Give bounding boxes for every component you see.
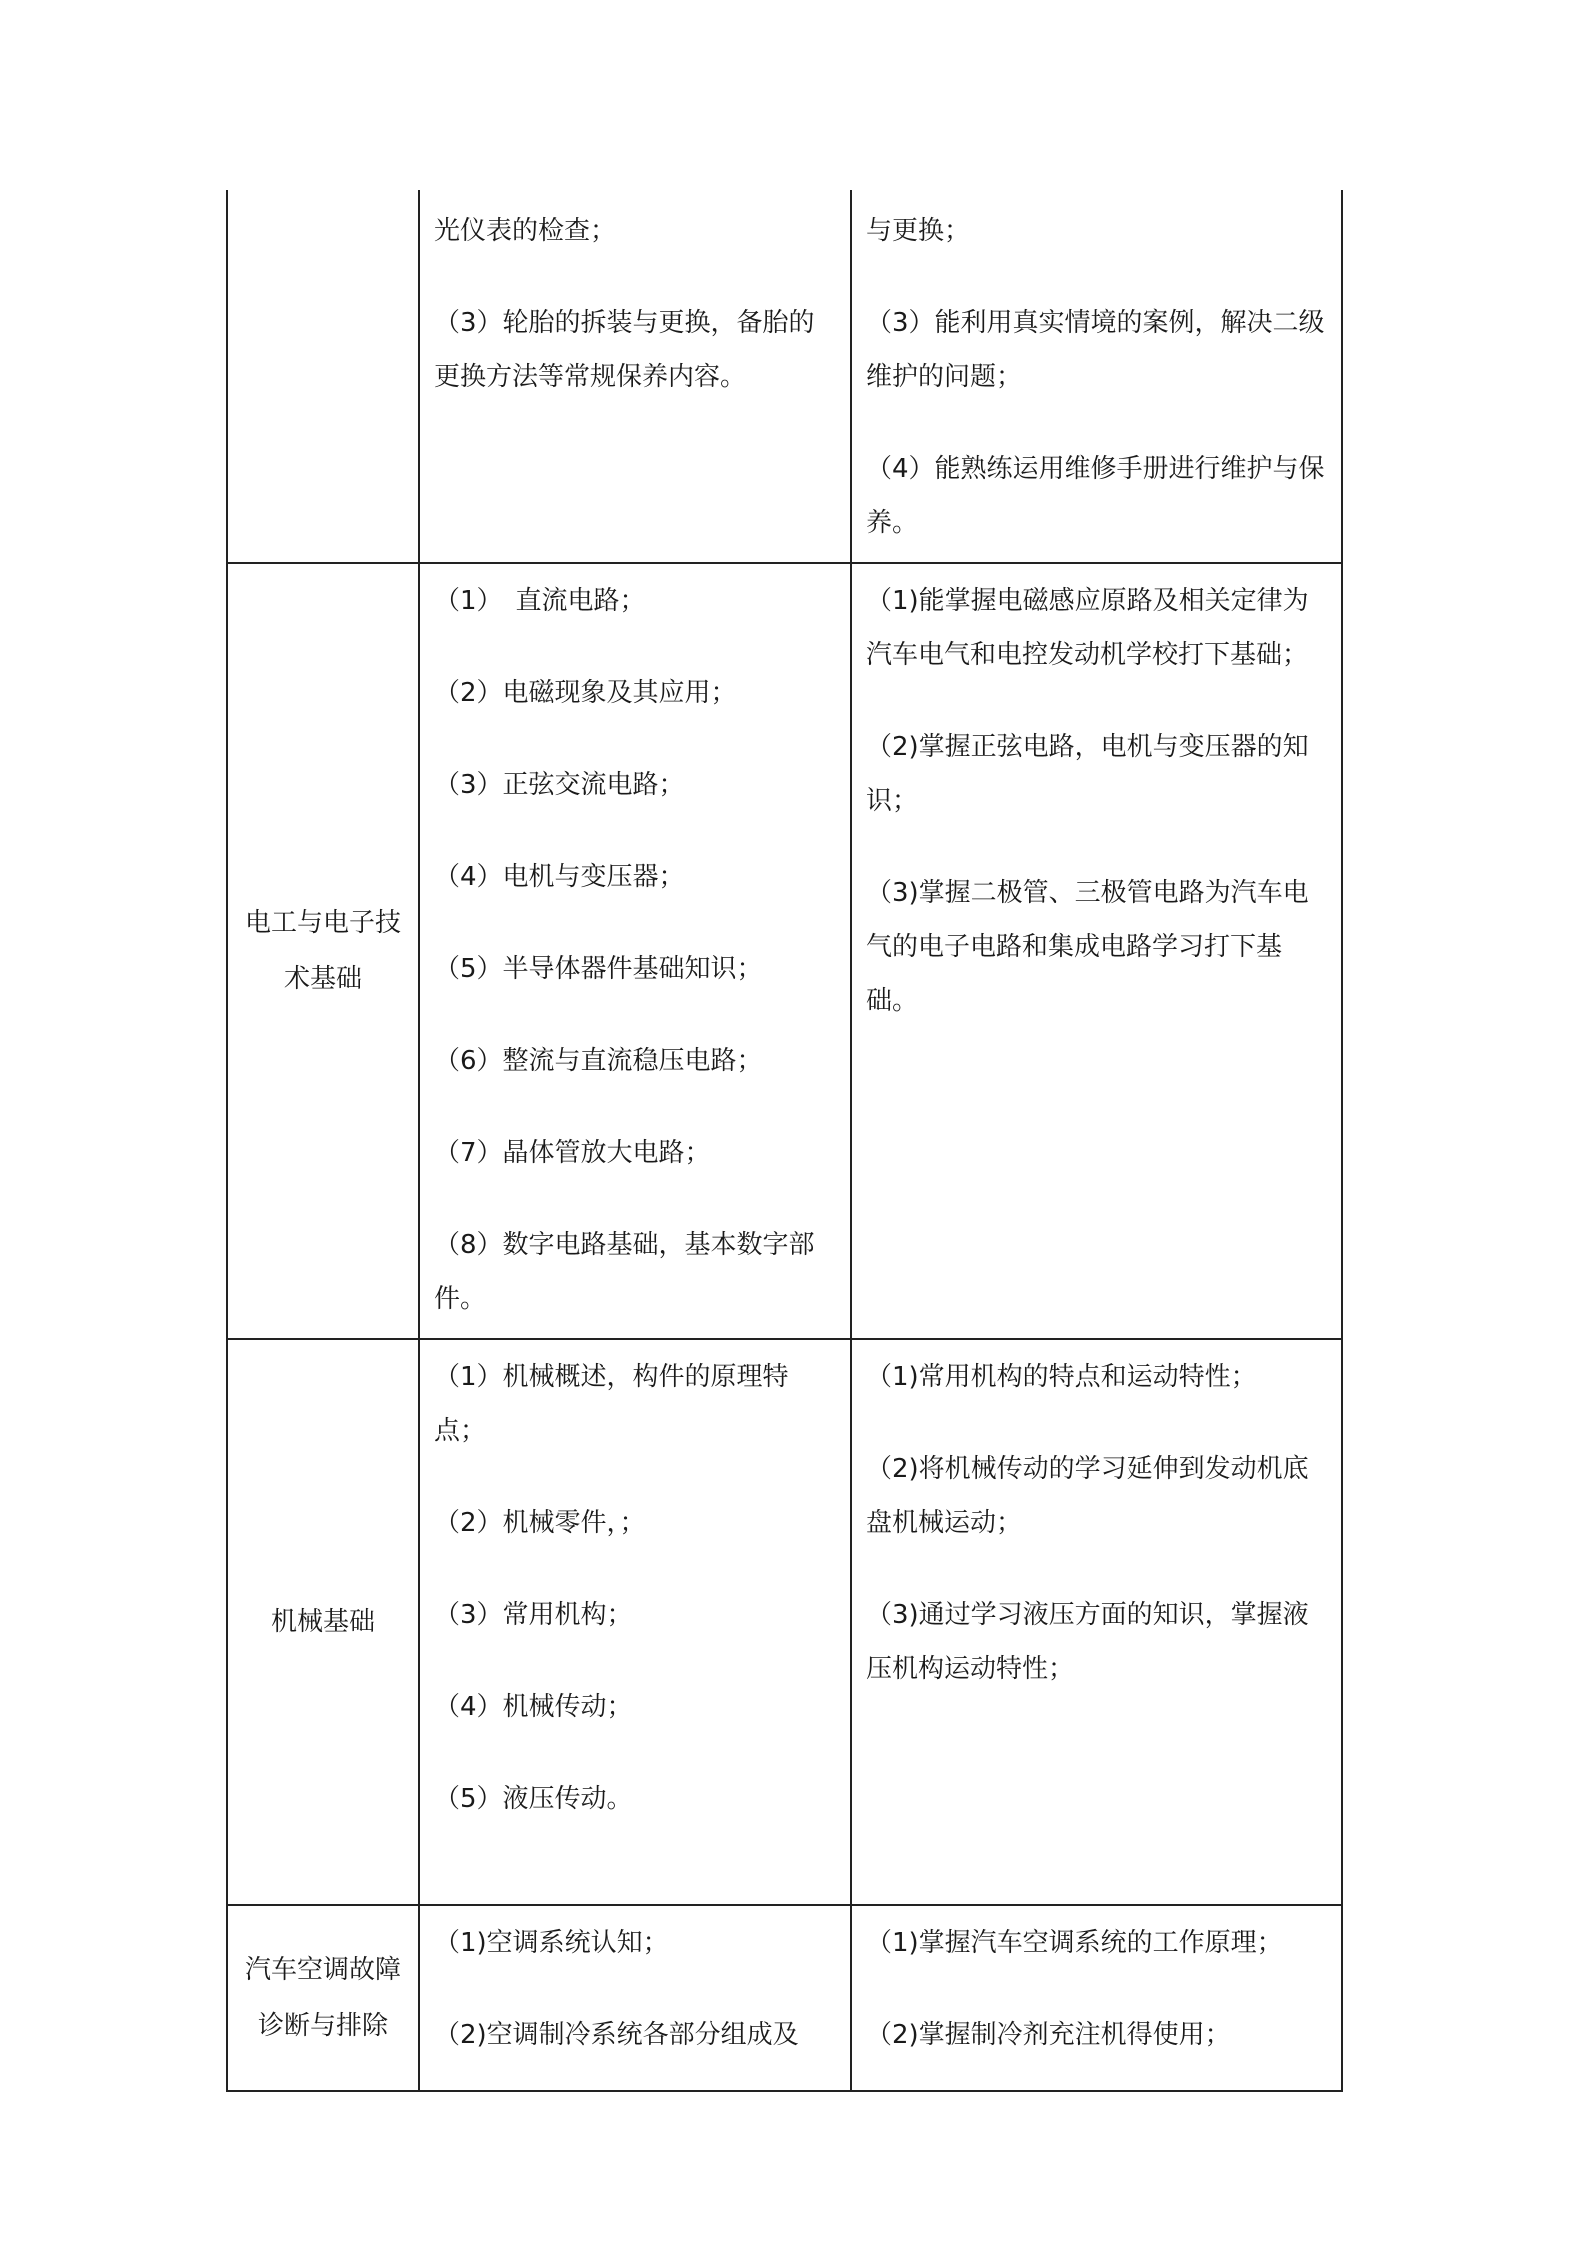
requirement-cell <box>851 1339 1342 1905</box>
table-row <box>227 1905 1342 2091</box>
content-item: （3）正弦交流电路； <box>434 770 685 800</box>
curriculum-table <box>226 190 1343 2092</box>
content-item: （4）电机与变压器； <box>434 862 685 892</box>
requirement-cell <box>851 1905 1342 2091</box>
subject-cell <box>227 1339 419 1905</box>
requirement-cell <box>851 190 1342 563</box>
content-item: （3）常用机构； <box>434 1600 633 1630</box>
requirement-item: （1)掌握汽车空调系统的工作原理； <box>866 1928 1283 1958</box>
requirement-item: （1)能掌握电磁感应原路及相关定律为汽车电气和电控发动机学校打下基础； <box>866 586 1309 670</box>
table-row <box>227 190 1342 563</box>
content-item: （4）机械传动； <box>434 1692 633 1722</box>
content-cell <box>419 190 851 563</box>
subject-cell <box>227 563 419 1339</box>
content-item: （1）机械概述，构件的原理特点； <box>434 1362 789 1446</box>
content-item: （5）半导体器件基础知识； <box>434 954 763 984</box>
content-item: （2）机械零件，； <box>434 1508 646 1538</box>
content-item: （3）轮胎的拆装与更换，备胎的更换方法等常规保养内容。 <box>434 308 815 392</box>
requirement-item: 与更换； <box>866 216 971 246</box>
requirement-item: （2)掌握制冷剂充注机得使用； <box>866 2020 1231 2050</box>
content-cell <box>419 1905 851 2091</box>
content-cell <box>419 1339 851 1905</box>
subject-name: 机械基础 <box>270 1607 375 1637</box>
requirement-item: （4）能熟练运用维修手册进行维护与保养。 <box>866 454 1325 538</box>
content-item: （7）晶体管放大电路； <box>434 1138 711 1168</box>
requirement-item: （3）能利用真实情境的案例，解决二级维护的问题； <box>866 308 1325 392</box>
content-item: （2)空调制冷系统各部分组成及 <box>434 2020 799 2050</box>
subject-cell <box>227 1905 419 2091</box>
content-item: （2）电磁现象及其应用； <box>434 678 737 708</box>
content-item: （8）数字电路基础，基本数字部件。 <box>434 1230 815 1314</box>
requirement-item: （1)常用机构的特点和运动特性； <box>866 1362 1257 1392</box>
subject-cell <box>227 190 419 563</box>
requirement-item: （3)通过学习液压方面的知识，掌握液压机构运动特性； <box>866 1600 1309 1684</box>
content-item: （1） 直流电路； <box>434 586 646 616</box>
content-cell <box>419 563 851 1339</box>
requirement-item: （3)掌握二极管、三极管电路为汽车电气的电子电路和集成电路学习打下基础。 <box>866 878 1309 1016</box>
requirement-item: （2)掌握正弦电路，电机与变压器的知识； <box>866 732 1309 816</box>
table-row <box>227 563 1342 1339</box>
subject-name: 电工与电子技术基础 <box>244 908 401 994</box>
content-item: （6）整流与直流稳压电路； <box>434 1046 763 1076</box>
content-item: 光仪表的检查； <box>434 216 617 246</box>
content-item: （5）液压传动。 <box>434 1784 633 1814</box>
requirement-item: （2)将机械传动的学习延伸到发动机底盘机械运动； <box>866 1454 1309 1538</box>
requirement-cell <box>851 563 1342 1339</box>
content-item: （1)空调系统认知； <box>434 1928 669 1958</box>
subject-name: 汽车空调故障诊断与排除 <box>244 1955 401 2041</box>
table-row <box>227 1339 1342 1905</box>
